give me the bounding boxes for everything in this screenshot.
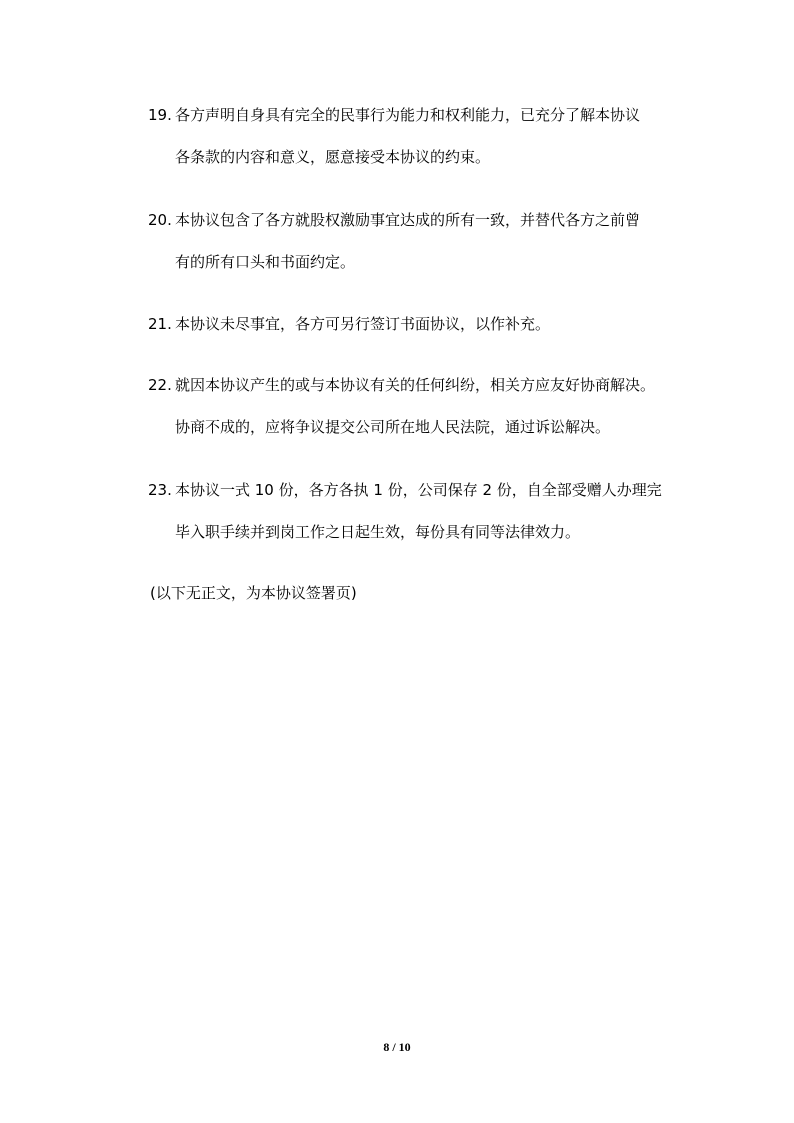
clause-continuation-line: 协商不成的，应将争议提交公司所在地人民法院，通过诉讼解决。 — [175, 418, 611, 436]
clause-20 — [148, 210, 688, 272]
clause-number: 21. — [148, 315, 172, 333]
clause-23 — [148, 480, 688, 542]
clause-continuation-line: 毕入职手续并到岗工作之日起生效，每份具有同等法律效力。 — [175, 523, 581, 541]
clause-text: 本协议一式 10 份，各方各执 1 份，公司保存 2 份，自全部受赠人办理完 — [175, 481, 662, 499]
clause-first-line — [148, 314, 688, 334]
clause-text: 本协议包含了各方就股权激励事宜达成的所有一致，并替代各方之前曾 — [175, 211, 641, 229]
clause-first-line — [148, 375, 688, 395]
clause-number: 23. — [148, 481, 172, 499]
clause-continuation-line: 各条款的内容和意义，愿意接受本协议的约束。 — [175, 148, 491, 166]
clause-first-line — [148, 480, 688, 500]
clause-21 — [148, 314, 688, 334]
clause-text: 就因本协议产生的或与本协议有关的任何纠纷，相关方应友好协商解决。 — [175, 376, 656, 394]
clause-text: 各方声明自身具有完全的民事行为能力和权利能力，已充分了解本协议 — [175, 106, 641, 124]
clause-number: 19. — [148, 106, 172, 124]
clause-first-line — [148, 105, 688, 125]
clause-22 — [148, 375, 688, 437]
clause-number: 20. — [148, 211, 172, 229]
clause-text: 本协议未尽事宜，各方可另行签订书面协议，以作补充。 — [175, 315, 551, 333]
page-number: 8 / 10 — [383, 1040, 411, 1054]
clause-continuation-line: 有的所有口头和书面约定。 — [175, 253, 356, 271]
clause-first-line — [148, 210, 688, 230]
clause-19 — [148, 105, 688, 167]
clause-number: 22. — [148, 376, 172, 394]
no-further-text-note: (以下无正文，为本协议签署页) — [150, 584, 357, 602]
